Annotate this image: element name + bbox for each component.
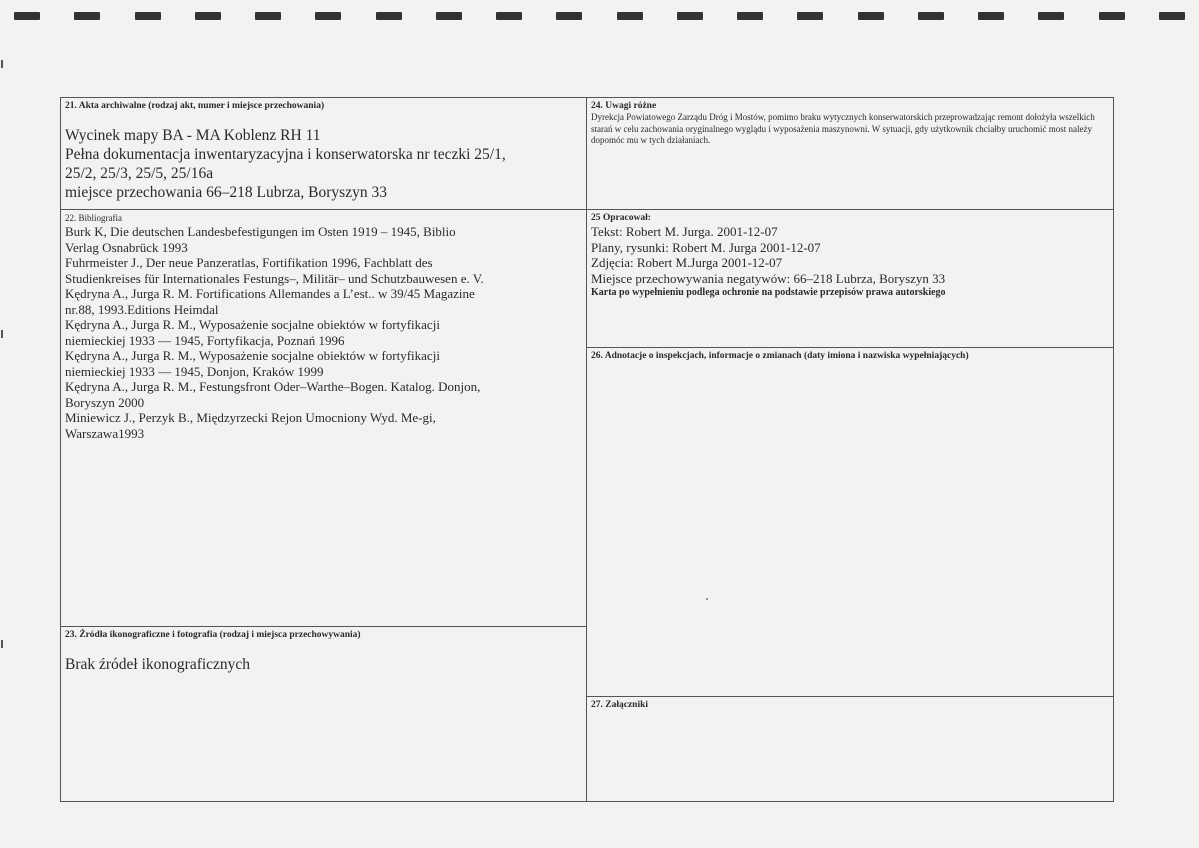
box-21-line: Wycinek mapy BA - MA Koblenz RH 11	[65, 127, 321, 144]
box-21-line: 25/2, 25/3, 25/5, 25/16a	[65, 165, 214, 182]
spiral-binding-holes	[0, 12, 1199, 22]
box-26-inspection-notes	[586, 347, 1114, 697]
box-21-label: 21. Akta archiwalne (rodzaj akt, numer i miejsce przechowania)	[65, 101, 325, 111]
box-23-text: Brak źródeł ikonograficznych	[65, 656, 251, 673]
bibliography-line: Kędryna A., Jurga R. M. Fortifications Allemandes a L’est.. w 39/45 Magazine	[65, 286, 475, 301]
box-21-archival-records	[60, 97, 587, 210]
bibliography-line: Boryszyn 2000	[65, 394, 145, 410]
box-26-label: 26. Adnotacje o inspekcjach, informacje o zmianach (daty imiona i nazwiska wypełniających)	[591, 351, 969, 361]
bibliography-line: Studienkreises für Internationales Festungs–, Militär– und Schutzbauwesen e. V.	[65, 270, 484, 286]
box-22-content	[65, 224, 582, 441]
box-24-label: 24. Uwagi różne	[591, 101, 657, 111]
copyright-note: Karta po wypełnieniu podlega ochronie na podstawie przepisów prawa autorskiego	[591, 287, 946, 298]
edge-mark	[1, 60, 3, 68]
box-22-label: 22. Bibliografia	[65, 213, 122, 223]
box-25-line: Tekst: Robert M. Jurga. 2001-12-07	[591, 224, 778, 239]
box-25-line: Plany, rysunki: Robert M. Jurga 2001-12-07	[591, 239, 821, 255]
bibliography-line: Warszawa1993	[65, 425, 145, 441]
bibliography-line: Verlag Osnabrück 1993	[65, 239, 188, 255]
box-24-remarks	[586, 97, 1114, 210]
bibliography-line: Fuhrmeister J., Der neue Panzeratlas, Fortifikation 1996, Fachblatt des	[65, 255, 433, 270]
bibliography-line: Kędryna A., Jurga R. M., Wyposażenie socjalne obiektów w fortyfikacji	[65, 317, 440, 332]
box-23-iconographic-sources	[60, 626, 587, 802]
box-21-line: miejsce przechowania 66–218 Lubrza, Boryszyn 33	[65, 184, 387, 201]
box-24-text: Dyrekcja Powiatowego Zarządu Dróg i Mostów, pomimo braku wytycznych konserwatorskich przeprowadzając remont dołożyła wszelkich starań w celu zachowania oryginalnego wyglądu i wyposażenia maszynowni. W sytuacji, gdy użytkownik chciałby uruchomić most należy dopomóc mu w tych działaniach.	[591, 112, 1095, 145]
box-21-content	[65, 126, 582, 202]
box-25-line: Miejsce przechowywania negatywów: 66–218 Lubrza, Boryszyn 33	[591, 270, 946, 286]
bibliography-line: Miniewicz J., Perzyk B., Międzyrzecki Rejon Umocniony Wyd. Me-gi,	[65, 410, 436, 425]
box-27-label: 27. Załączniki	[591, 700, 649, 710]
edge-mark	[1, 330, 3, 338]
box-22-bibliography	[60, 209, 587, 627]
box-27-attachments	[586, 696, 1114, 802]
bibliography-line: Kędryna A., Jurga R. M., Festungsfront Oder–Warthe–Bogen. Katalog. Donjon,	[65, 379, 481, 394]
box-25-prepared-by	[586, 209, 1114, 348]
box-21-line: Pełna dokumentacja inwentaryzacyjna i konserwatorska nr teczki 25/1,	[65, 146, 506, 163]
box-23-label: 23. Źródła ikonograficzne i fotografia (rodzaj i miejsca przechowywania)	[65, 630, 361, 640]
box-25-label: 25 Opracował:	[591, 213, 651, 223]
bibliography-line: niemieckiej 1933 — 1945, Fortyfikacja, Poznań 1996	[65, 332, 345, 348]
edge-mark	[1, 640, 3, 648]
box-25-content	[591, 224, 1109, 286]
bibliography-line: Kędryna A., Jurga R. M., Wyposażenie socjalne obiektów w fortyfikacji	[65, 348, 440, 363]
bibliography-line: Burk K, Die deutschen Landesbefestigungen im Osten 1919 – 1945, Biblio	[65, 224, 456, 239]
bibliography-line: nr.88, 1993.Editions Heimdal	[65, 301, 219, 317]
box-25-line: Zdjęcia: Robert M.Jurga 2001-12-07	[591, 255, 783, 270]
bibliography-line: niemieckiej 1933 — 1945, Donjon, Kraków 1999	[65, 363, 324, 379]
